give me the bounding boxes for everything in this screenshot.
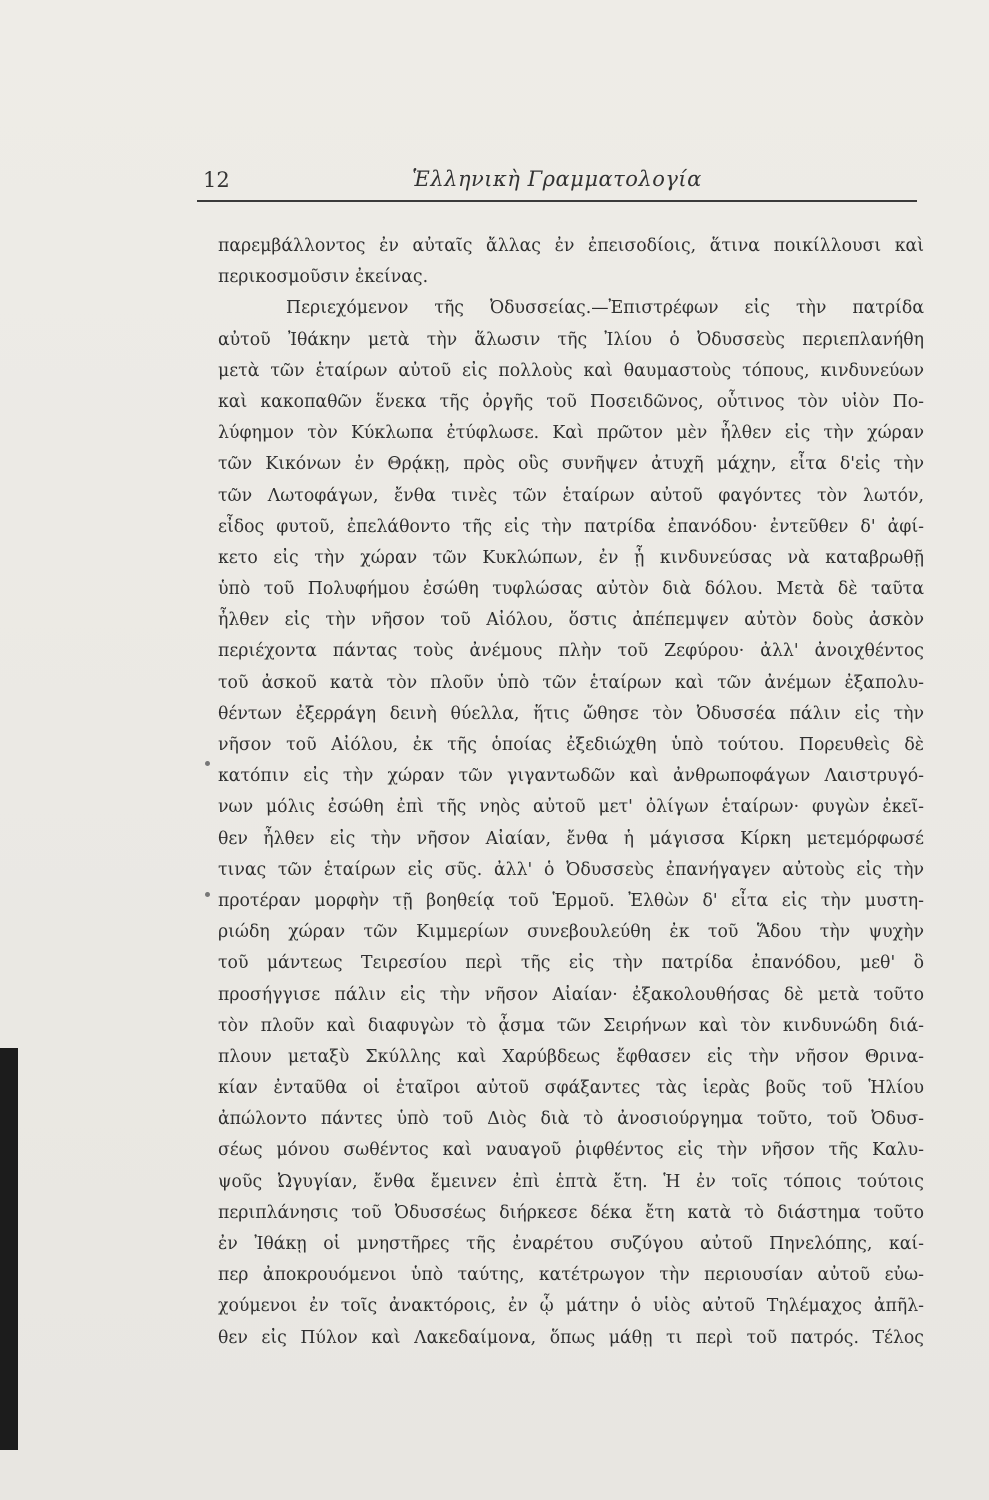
text-line: χούμενοι ἐν τοῖς ἀνακτόροις, ἐν ᾧ μάτην ὁ υἱὸς αὐτοῦ Τηλέμαχος ἀπῆλ- <box>218 1296 924 1317</box>
text-line: τινας τῶν ἑταίρων εἰς σῦς. ἀλλ' ὁ Ὀδυσσεὺς ἐπανήγαγεν αὐτοὺς εἰς τὴν <box>218 859 924 880</box>
text-line: περιπλάνησις τοῦ Ὀδυσσέως διήρκεσε δέκα ἔτη κατὰ τὸ διάστημα τοῦτο <box>218 1202 924 1223</box>
body-text <box>218 231 924 1354</box>
text-line: ψοῦς Ὠγυγίαν, ἔνθα ἔμεινεν ἐπὶ ἑπτὰ ἔτη. Ἡ ἐν τοῖς τόποις τούτοις <box>218 1171 924 1192</box>
text-line: περ ἀποκρουόμενοι ὑπὸ ταύτης, κατέτρωγον τὴν περιουσίαν αὐτοῦ εὐω- <box>218 1265 924 1286</box>
scan-edge-shadow <box>0 1048 18 1450</box>
text-line: καὶ κακοπαθῶν ἕνεκα τῆς ὀργῆς τοῦ Ποσειδῶνος, οὗτινος τὸν υἱὸν Πο- <box>218 391 924 412</box>
text-line: περικοσμοῦσιν ἐκείνας. <box>218 267 429 288</box>
text-line: τὸν πλοῦν καὶ διαφυγὼν τὸ ᾆσμα τῶν Σειρήνων καὶ τὸν κινδυνώδη διά- <box>218 1015 924 1036</box>
text-line: νῆσον τοῦ Αἰόλου, ἐκ τῆς ὁποίας ἐξεδιώχθη ὑπὸ τούτου. Πορευθεὶς δὲ <box>218 735 924 755</box>
margin-speck <box>205 892 210 897</box>
text-line: εἶδος φυτοῦ, ἐπελάθοντο τῆς εἰς τὴν πατρίδα ἐπανόδου· ἐντεῦθεν δ' ἀφί- <box>218 516 924 537</box>
running-title: Ἑλληνικὴ Γραμματολογία <box>412 167 702 191</box>
page-number: 12 <box>203 168 230 192</box>
text-line: σέως μόνου σωθέντος καὶ ναυαγοῦ ῥιφθέντος εἰς τὴν νῆσον τῆς Καλυ- <box>218 1140 924 1161</box>
text-line: ὑπὸ τοῦ Πολυφήμου ἐσώθη τυφλώσας αὐτὸν διὰ δόλου. Μετὰ δὲ ταῦτα <box>218 579 924 600</box>
text-line: τῶν Λωτοφάγων, ἔνθα τινὲς τῶν ἑταίρων αὐτοῦ φαγόντες τὸν λωτόν, <box>218 485 924 506</box>
text-line: μετὰ τῶν ἑταίρων αὐτοῦ εἰς πολλοὺς καὶ θαυμαστοὺς τόπους, κινδυνεύων <box>218 360 924 381</box>
text-line: προτέραν μορφὴν τῇ βοηθείᾳ τοῦ Ἑρμοῦ. Ἐλθὼν δ' εἶτα εἰς τὴν μυστη- <box>218 890 924 911</box>
text-line: ἀπώλοντο πάντες ὑπὸ τοῦ Διὸς διὰ τὸ ἀνοσιούργημα τοῦτο, τοῦ Ὀδυσ- <box>218 1109 924 1130</box>
text-line: τοῦ ἀσκοῦ κατὰ τὸν πλοῦν ὑπὸ τῶν ἑταίρων καὶ τῶν ἀνέμων ἐξαπολυ- <box>218 672 924 693</box>
text-line: ἐν Ἰθάκῃ οἱ μνηστῆρες τῆς ἐναρέτου συζύγου αὐτοῦ Πηνελόπης, καί- <box>218 1234 924 1254</box>
text-line: παρεμβάλλοντος ἐν αὐταῖς ἄλλας ἐν ἐπεισοδίοις, ἅτινα ποικίλλουσι καὶ <box>218 236 924 256</box>
text-line: περιέχοντα πάντας τοὺς ἀνέμους πλὴν τοῦ Ζεφύρου· ἀλλ' ἀνοιχθέντος <box>218 641 924 662</box>
text-line: κατόπιν εἰς τὴν χώραν τῶν γιγαντωδῶν καὶ ἀνθρωποφάγων Λαιστρυγό- <box>218 766 924 787</box>
text-line: θεν ἦλθεν εἰς τὴν νῆσον Αἰαίαν, ἔνθα ἡ μάγισσα Κίρκη μετεμόρφωσέ <box>218 828 924 849</box>
text-line: ἦλθεν εἰς τὴν νῆσον τοῦ Αἰόλου, ὅστις ἀπέπεμψεν αὐτὸν δοὺς ἀσκὸν <box>218 610 924 631</box>
text-line: πλουν μεταξὺ Σκύλλης καὶ Χαρύβδεως ἔφθασεν εἰς τὴν νῆσον Θρινα- <box>218 1046 924 1067</box>
text-line: τῶν Κικόνων ἐν Θρᾴκῃ, πρὸς οὓς συνῆψεν ἀτυχῆ μάχην, εἶτα δ'εἰς τὴν <box>218 454 924 475</box>
text-line: ριώδη χώραν τῶν Κιμμερίων συνεβουλεύθη ἐκ τοῦ Ἅδου τὴν ψυχὴν <box>218 922 924 943</box>
text-line: αὐτοῦ Ἰθάκην μετὰ τὴν ἅλωσιν τῆς Ἰλίου ὁ Ὀδυσσεὺς περιεπλανήθη <box>218 329 924 350</box>
section-heading-line: Περιεχόμενον τῆς Ὀδυσσείας.—Ἐπιστρέφων εἰς τὴν πατρίδα <box>286 298 924 319</box>
text-line: τοῦ μάντεως Τειρεσίου περὶ τῆς εἰς τὴν πατρίδα ἐπανόδου, μεθ' ὃ <box>218 953 924 974</box>
margin-speck <box>205 761 210 766</box>
text-line: θεν εἰς Πύλον καὶ Λακεδαίμονα, ὅπως μάθῃ τι περὶ τοῦ πατρός. Τέλος <box>218 1327 924 1348</box>
page-header <box>197 160 917 202</box>
text-line: προσήγγισε πάλιν εἰς τὴν νῆσον Αἰαίαν· ἐξακολουθήσας δὲ μετὰ τοῦτο <box>218 984 924 1005</box>
text-line: κετο εἰς τὴν χώραν τῶν Κυκλώπων, ἐν ᾗ κινδυνεύσας νὰ καταβρωθῇ <box>218 547 924 568</box>
text-line: κίαν ἐνταῦθα οἱ ἑταῖροι αὐτοῦ σφάξαντες τὰς ἱερὰς βοῦς τοῦ Ἡλίου <box>218 1078 924 1099</box>
text-line: θέντων ἐξερράγη δεινὴ θύελλα, ἥτις ὤθησε τὸν Ὀδυσσέα πάλιν εἰς τὴν <box>218 703 924 724</box>
text-line: λύφημον τὸν Κύκλωπα ἐτύφλωσε. Καὶ πρῶτον μὲν ἦλθεν εἰς τὴν χώραν <box>218 423 924 444</box>
text-line: νων μόλις ἐσώθη ἐπὶ τῆς νηὸς αὐτοῦ μετ' ὀλίγων ἑταίρων· φυγὼν ἐκεῖ- <box>218 797 924 818</box>
